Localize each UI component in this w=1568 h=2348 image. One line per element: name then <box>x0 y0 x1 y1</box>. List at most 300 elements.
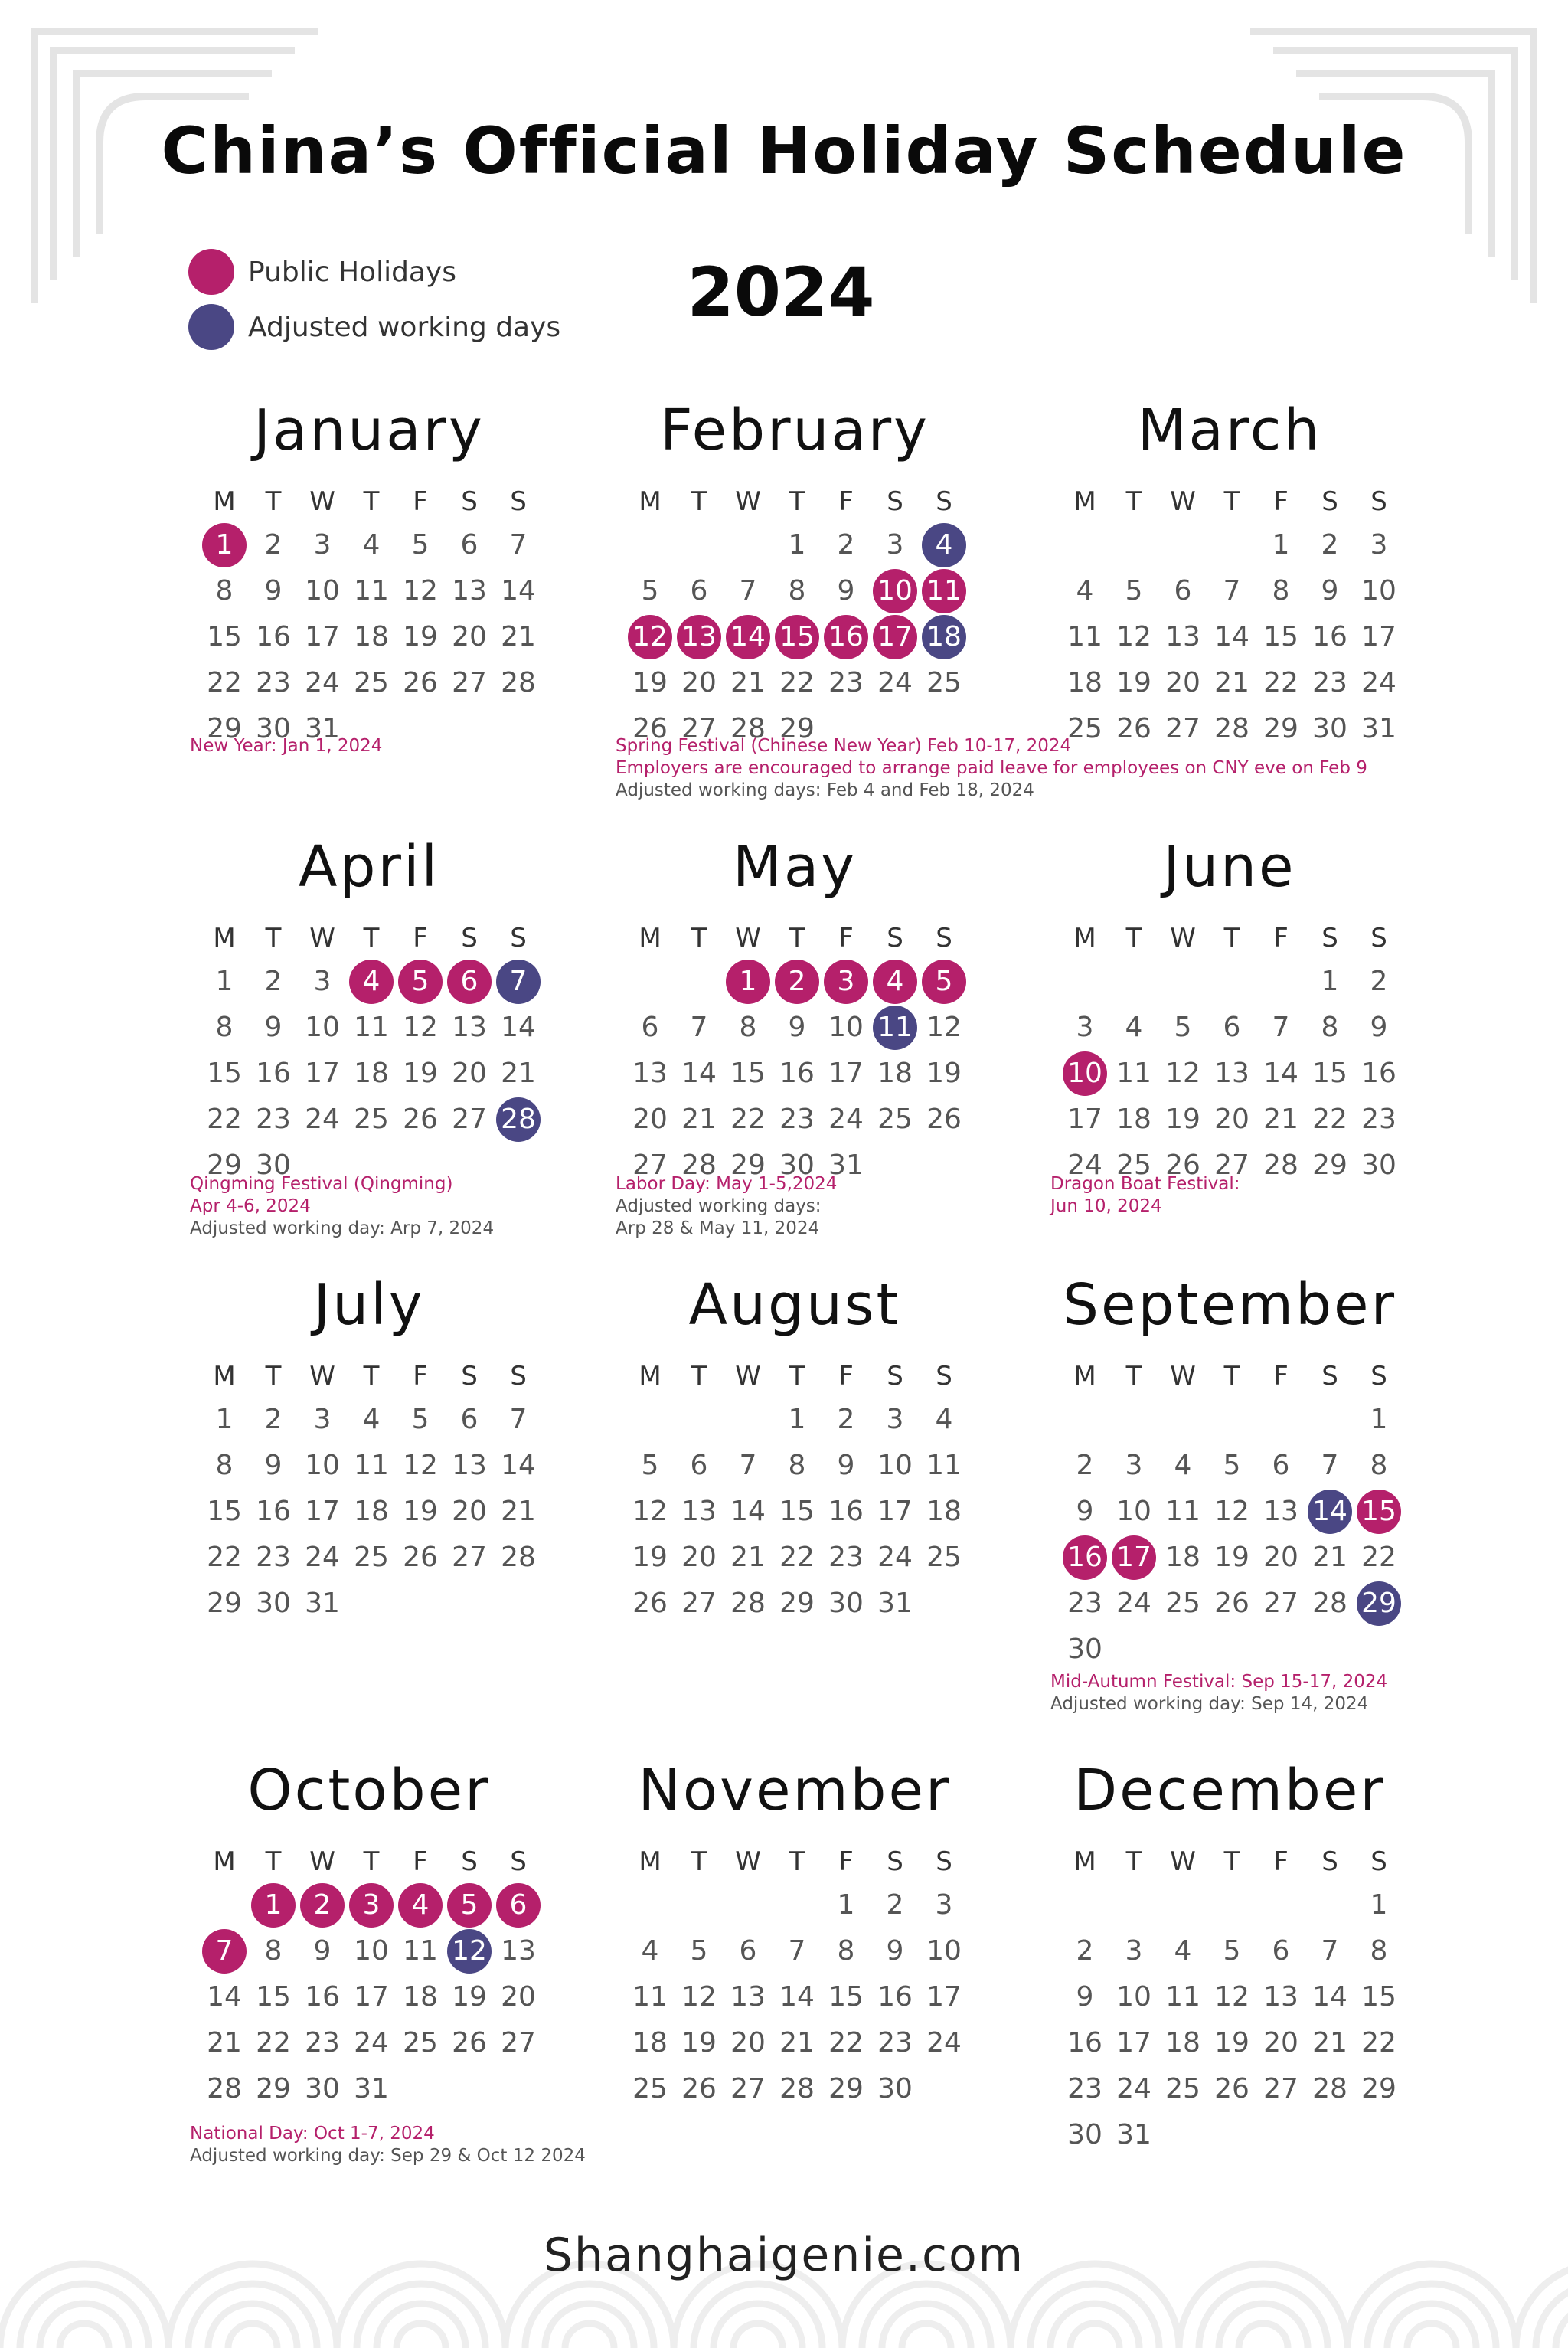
day-number: 23 <box>256 1542 291 1573</box>
weekday-header: T <box>1125 923 1142 953</box>
note-line: Apr 4-6, 2024 <box>190 1196 311 1216</box>
day-cell <box>1306 568 1354 614</box>
day-cell <box>446 522 493 568</box>
day-cell <box>397 1097 444 1143</box>
day-cell <box>773 1051 821 1097</box>
day-number: 28 <box>1263 1149 1298 1181</box>
day-cell <box>773 1974 821 2020</box>
weekday-header: S <box>936 1846 952 1877</box>
day-cell <box>822 1974 870 2020</box>
holiday-day-cell <box>299 1882 346 1928</box>
day-cell <box>1110 1928 1158 1974</box>
day-number: 5 <box>641 1450 659 1481</box>
day-cell <box>1355 2020 1403 2066</box>
day-number: 16 <box>256 1496 291 1527</box>
day-number: 10 <box>926 1935 962 1967</box>
day-number: 13 <box>452 1012 487 1043</box>
day-number: 3 <box>886 1404 904 1435</box>
day-cell <box>1355 568 1403 614</box>
day-cell <box>822 1397 870 1443</box>
day-cell <box>920 1882 968 1928</box>
day-number: 6 <box>496 1883 541 1928</box>
day-number: 16 <box>1361 1058 1396 1089</box>
day-number: 31 <box>354 2073 389 2104</box>
day-number: 2 <box>1370 966 1388 997</box>
day-cell <box>495 1535 542 1581</box>
day-number: 8 <box>264 1935 283 1967</box>
day-number: 5 <box>411 1404 430 1435</box>
day-number: 11 <box>403 1935 438 1967</box>
note-line: Adjusted working day: Arp 7, 2024 <box>190 1218 495 1238</box>
day-cell <box>495 522 542 568</box>
weekday-header: W <box>309 486 335 517</box>
day-cell <box>1306 706 1354 752</box>
day-cell <box>1110 2112 1158 2158</box>
day-cell <box>348 1397 395 1443</box>
day-cell <box>1257 706 1305 752</box>
day-cell <box>1159 568 1207 614</box>
day-number: 26 <box>452 2027 487 2059</box>
empty-cell <box>1110 522 1158 568</box>
day-cell <box>626 2066 674 2112</box>
day-cell <box>773 568 821 614</box>
day-cell <box>495 1397 542 1443</box>
day-cell <box>1061 614 1109 660</box>
day-number: 8 <box>1370 1935 1388 1967</box>
day-number: 29 <box>1361 2073 1396 2104</box>
day-cell <box>397 614 444 660</box>
day-cell <box>348 1005 395 1051</box>
day-cell <box>822 1535 870 1581</box>
day-cell <box>1257 568 1305 614</box>
day-cell <box>201 959 248 1005</box>
day-cell <box>495 1051 542 1097</box>
day-cell <box>299 1051 346 1097</box>
day-number: 10 <box>1116 1496 1152 1527</box>
day-number: 19 <box>403 621 438 652</box>
day-cell <box>1208 706 1256 752</box>
weekday-header: T <box>363 923 380 953</box>
day-number: 1 <box>1272 529 1290 561</box>
day-cell <box>250 1051 297 1097</box>
day-number: 2 <box>1076 1935 1094 1967</box>
day-cell <box>201 1535 248 1581</box>
day-number: 4 <box>349 960 394 1004</box>
day-number: 10 <box>305 1450 340 1481</box>
day-number: 21 <box>501 1496 536 1527</box>
holiday-notes <box>190 2123 1032 2167</box>
day-cell <box>1355 1097 1403 1143</box>
empty-cell <box>1110 959 1158 1005</box>
day-number: 25 <box>877 1104 913 1135</box>
day-cell <box>1355 2066 1403 2112</box>
day-cell <box>299 568 346 614</box>
day-cell <box>1208 1581 1256 1627</box>
day-cell <box>250 1097 297 1143</box>
weekday-header: S <box>510 923 527 953</box>
day-number: 19 <box>632 1542 668 1573</box>
day-number: 2 <box>1076 1450 1094 1481</box>
day-cell <box>1257 1974 1305 2020</box>
day-cell <box>446 1535 493 1581</box>
day-cell <box>1257 2020 1305 2066</box>
day-number: 20 <box>1214 1104 1250 1135</box>
day-cell <box>348 1097 395 1143</box>
day-number: 4 <box>362 529 381 561</box>
weekday-header: S <box>1370 486 1387 517</box>
day-cell <box>446 1489 493 1535</box>
day-cell <box>250 614 297 660</box>
day-number: 16 <box>779 1058 815 1089</box>
weekday-header: T <box>691 1361 707 1391</box>
day-cell <box>1208 1097 1256 1143</box>
day-number: 26 <box>1214 1588 1250 1619</box>
day-number: 13 <box>452 575 487 607</box>
day-number: 17 <box>1112 1535 1156 1580</box>
day-cell <box>724 1097 772 1143</box>
day-number: 30 <box>256 713 291 744</box>
holiday-day-cell <box>724 959 772 1005</box>
month-name: November <box>638 1758 952 1823</box>
day-cell <box>1257 1928 1305 1974</box>
day-number: 30 <box>1312 713 1348 744</box>
month-july <box>201 1268 599 1619</box>
holiday-day-cell <box>397 1882 444 1928</box>
day-cell <box>920 1928 968 1974</box>
day-cell <box>773 1443 821 1489</box>
weekday-header: W <box>1170 1361 1196 1391</box>
day-number: 26 <box>403 667 438 698</box>
day-cell <box>397 1443 444 1489</box>
day-cell <box>397 1051 444 1097</box>
day-cell <box>348 660 395 706</box>
day-number: 23 <box>1067 1588 1102 1619</box>
day-cell <box>871 1974 919 2020</box>
day-number: 1 <box>788 529 806 561</box>
day-number: 7 <box>739 575 757 607</box>
holiday-day-cell <box>626 614 674 660</box>
day-cell <box>348 1443 395 1489</box>
day-number: 14 <box>726 615 770 659</box>
day-number: 27 <box>1165 713 1200 744</box>
day-number: 6 <box>1174 575 1192 607</box>
day-cell <box>675 1974 723 2020</box>
day-cell <box>920 1535 968 1581</box>
day-cell <box>348 1974 395 2020</box>
day-number: 18 <box>354 1058 389 1089</box>
day-number: 11 <box>1165 1981 1200 2013</box>
day-cell <box>446 1051 493 1097</box>
day-number: 11 <box>354 1450 389 1481</box>
day-cell <box>446 614 493 660</box>
day-cell <box>1306 1581 1354 1627</box>
day-number: 27 <box>452 1104 487 1135</box>
holiday-day-cell <box>871 568 919 614</box>
weekday-header: S <box>936 1361 952 1391</box>
day-number: 4 <box>641 1935 659 1967</box>
day-cell <box>724 1535 772 1581</box>
day-number: 19 <box>403 1058 438 1089</box>
day-number: 7 <box>202 1929 247 1974</box>
day-cell <box>1061 660 1109 706</box>
day-number: 4 <box>362 1404 381 1435</box>
day-number: 7 <box>496 960 541 1004</box>
weekday-header: M <box>639 1361 662 1391</box>
day-cell <box>920 2020 968 2066</box>
weekday-header: S <box>1321 1361 1338 1391</box>
empty-cell <box>1306 1882 1354 1928</box>
day-number: 15 <box>207 621 242 652</box>
day-number: 12 <box>1165 1058 1200 1089</box>
empty-cell <box>1159 1397 1207 1443</box>
day-cell <box>348 568 395 614</box>
day-number: 4 <box>935 1404 953 1435</box>
adjusted-day-cell <box>920 614 968 660</box>
day-number: 7 <box>1223 575 1241 607</box>
day-number: 19 <box>926 1058 962 1089</box>
month-name: August <box>688 1272 901 1338</box>
day-cell <box>724 1928 772 1974</box>
day-number: 23 <box>256 1104 291 1135</box>
day-number: 17 <box>305 1058 340 1089</box>
day-cell <box>1306 1535 1354 1581</box>
day-cell <box>871 522 919 568</box>
day-number: 27 <box>452 667 487 698</box>
day-number: 14 <box>501 1012 536 1043</box>
day-number: 4 <box>1174 1935 1192 1967</box>
day-cell <box>822 1051 870 1097</box>
month-name: September <box>1062 1272 1397 1338</box>
day-cell <box>871 2020 919 2066</box>
day-number: 13 <box>1263 1496 1298 1527</box>
empty-cell <box>675 959 723 1005</box>
day-number: 12 <box>926 1012 962 1043</box>
day-cell <box>299 614 346 660</box>
day-number: 25 <box>1116 1149 1152 1181</box>
day-cell <box>1159 2066 1207 2112</box>
day-number: 10 <box>877 1450 913 1481</box>
day-number: 29 <box>1312 1149 1348 1181</box>
weekday-header: T <box>1125 486 1142 517</box>
day-number: 20 <box>681 1542 717 1573</box>
day-number: 15 <box>207 1496 242 1527</box>
day-cell <box>299 959 346 1005</box>
day-cell <box>1355 1928 1403 1974</box>
day-number: 22 <box>730 1104 766 1135</box>
weekday-header: W <box>309 1846 335 1877</box>
day-number: 8 <box>215 1450 234 1481</box>
day-number: 16 <box>828 1496 864 1527</box>
day-number: 25 <box>403 2027 438 2059</box>
month-name: February <box>660 397 929 463</box>
day-cell <box>675 1928 723 1974</box>
day-cell <box>1110 1097 1158 1143</box>
day-cell <box>822 660 870 706</box>
day-number: 29 <box>207 713 242 744</box>
holiday-day-cell <box>724 614 772 660</box>
day-number: 16 <box>1067 2027 1102 2059</box>
empty-cell <box>1208 522 1256 568</box>
month-grid <box>626 1355 963 1627</box>
weekday-header: T <box>789 923 805 953</box>
day-number: 11 <box>1165 1496 1200 1527</box>
day-cell <box>348 1535 395 1581</box>
weekday-header: S <box>1321 486 1338 517</box>
day-number: 19 <box>1214 1542 1250 1573</box>
adjusted-day-cell <box>1306 1489 1354 1535</box>
day-number: 13 <box>1263 1981 1298 2013</box>
day-cell <box>920 1489 968 1535</box>
day-number: 8 <box>788 1450 806 1481</box>
legend-public-holidays <box>188 249 456 295</box>
day-number: 24 <box>305 1104 340 1135</box>
day-number: 11 <box>1116 1058 1152 1089</box>
day-number: 3 <box>349 1883 394 1928</box>
day-cell <box>397 1005 444 1051</box>
day-cell <box>1110 1051 1158 1097</box>
day-number: 20 <box>730 2027 766 2059</box>
day-number: 6 <box>1272 1935 1290 1967</box>
empty-cell <box>1208 1882 1256 1928</box>
day-number: 24 <box>1361 667 1396 698</box>
weekday-header: W <box>735 1846 761 1877</box>
day-cell <box>1159 1051 1207 1097</box>
weekday-header: T <box>789 1361 805 1391</box>
day-number: 27 <box>501 2027 536 2059</box>
day-cell <box>1159 706 1207 752</box>
day-number: 18 <box>926 1496 962 1527</box>
day-number: 16 <box>1063 1535 1107 1580</box>
weekday-header: T <box>1223 1361 1240 1391</box>
day-number: 22 <box>1361 2027 1396 2059</box>
day-number: 28 <box>501 667 536 698</box>
day-cell <box>724 1581 772 1627</box>
day-cell <box>495 660 542 706</box>
day-cell <box>250 660 297 706</box>
day-cell <box>773 1397 821 1443</box>
day-cell <box>1110 660 1158 706</box>
day-number: 17 <box>305 621 340 652</box>
day-cell <box>1110 1489 1158 1535</box>
adjusted-day-cell <box>1355 1581 1403 1627</box>
day-number: 25 <box>1165 1588 1200 1619</box>
day-number: 6 <box>690 1450 708 1481</box>
day-cell <box>201 1005 248 1051</box>
day-number: 23 <box>828 1542 864 1573</box>
day-cell <box>1355 1882 1403 1928</box>
note-line: Qingming Festival (Qingming) <box>190 1174 453 1194</box>
day-number: 22 <box>207 1104 242 1135</box>
day-cell <box>773 1005 821 1051</box>
day-number: 20 <box>452 1058 487 1089</box>
day-number: 29 <box>779 713 815 744</box>
empty-cell <box>1257 959 1305 1005</box>
day-cell <box>201 1097 248 1143</box>
day-cell <box>1257 1097 1305 1143</box>
day-number: 5 <box>641 575 659 607</box>
day-cell <box>348 1489 395 1535</box>
month-october <box>190 1754 599 2166</box>
day-cell <box>250 1397 297 1443</box>
weekday-header: T <box>363 1361 380 1391</box>
day-cell <box>1257 1489 1305 1535</box>
weekday-header: W <box>735 1361 761 1391</box>
day-number: 17 <box>873 615 917 659</box>
day-cell <box>871 1097 919 1143</box>
day-cell <box>1110 2066 1158 2112</box>
day-number: 9 <box>1076 1496 1094 1527</box>
day-cell <box>299 660 346 706</box>
day-cell <box>1355 959 1403 1005</box>
weekday-header: S <box>887 923 903 953</box>
day-cell <box>446 568 493 614</box>
day-cell <box>920 1974 968 2020</box>
empty-cell <box>626 959 674 1005</box>
day-cell <box>1257 660 1305 706</box>
day-number: 26 <box>403 1542 438 1573</box>
day-number: 4 <box>922 523 966 567</box>
day-number: 24 <box>877 1542 913 1573</box>
day-number: 2 <box>837 529 855 561</box>
day-number: 22 <box>256 2027 291 2059</box>
empty-cell <box>201 1882 248 1928</box>
day-cell <box>299 1097 346 1143</box>
day-number: 3 <box>1370 529 1388 561</box>
holiday-day-cell <box>495 1882 542 1928</box>
day-number: 24 <box>1116 2073 1152 2104</box>
weekday-header: S <box>510 486 527 517</box>
day-number: 1 <box>215 1404 234 1435</box>
day-cell <box>299 1443 346 1489</box>
note-line: Adjusted working day: Sep 14, 2024 <box>1050 1694 1369 1714</box>
empty-cell <box>626 522 674 568</box>
day-cell <box>1257 2066 1305 2112</box>
day-cell <box>299 1489 346 1535</box>
month-september <box>1050 1268 1459 1714</box>
day-cell <box>348 2066 395 2112</box>
day-cell <box>626 1535 674 1581</box>
day-cell <box>1159 1489 1207 1535</box>
day-cell <box>822 1489 870 1535</box>
day-number: 18 <box>1165 2027 1200 2059</box>
day-cell <box>1208 1443 1256 1489</box>
day-number: 19 <box>681 2027 717 2059</box>
day-cell <box>250 1005 297 1051</box>
day-cell <box>1355 1397 1403 1443</box>
day-number: 3 <box>824 960 868 1004</box>
day-number: 12 <box>403 1012 438 1043</box>
day-cell <box>1257 1581 1305 1627</box>
day-number: 28 <box>681 1149 717 1181</box>
day-cell <box>871 2066 919 2112</box>
day-number: 1 <box>1370 1404 1388 1435</box>
day-cell <box>250 959 297 1005</box>
day-number: 1 <box>215 966 234 997</box>
adjusted-day-cell <box>495 959 542 1005</box>
month-name: July <box>313 1272 425 1338</box>
day-number: 3 <box>935 1889 953 1921</box>
day-cell <box>201 1489 248 1535</box>
weekday-header: M <box>639 486 662 517</box>
day-cell <box>822 568 870 614</box>
day-cell <box>773 2020 821 2066</box>
holiday-day-cell <box>397 959 444 1005</box>
day-number: 31 <box>877 1588 913 1619</box>
day-cell <box>1257 1443 1305 1489</box>
day-number: 14 <box>501 1450 536 1481</box>
day-number: 15 <box>207 1058 242 1089</box>
day-number: 28 <box>496 1097 541 1142</box>
